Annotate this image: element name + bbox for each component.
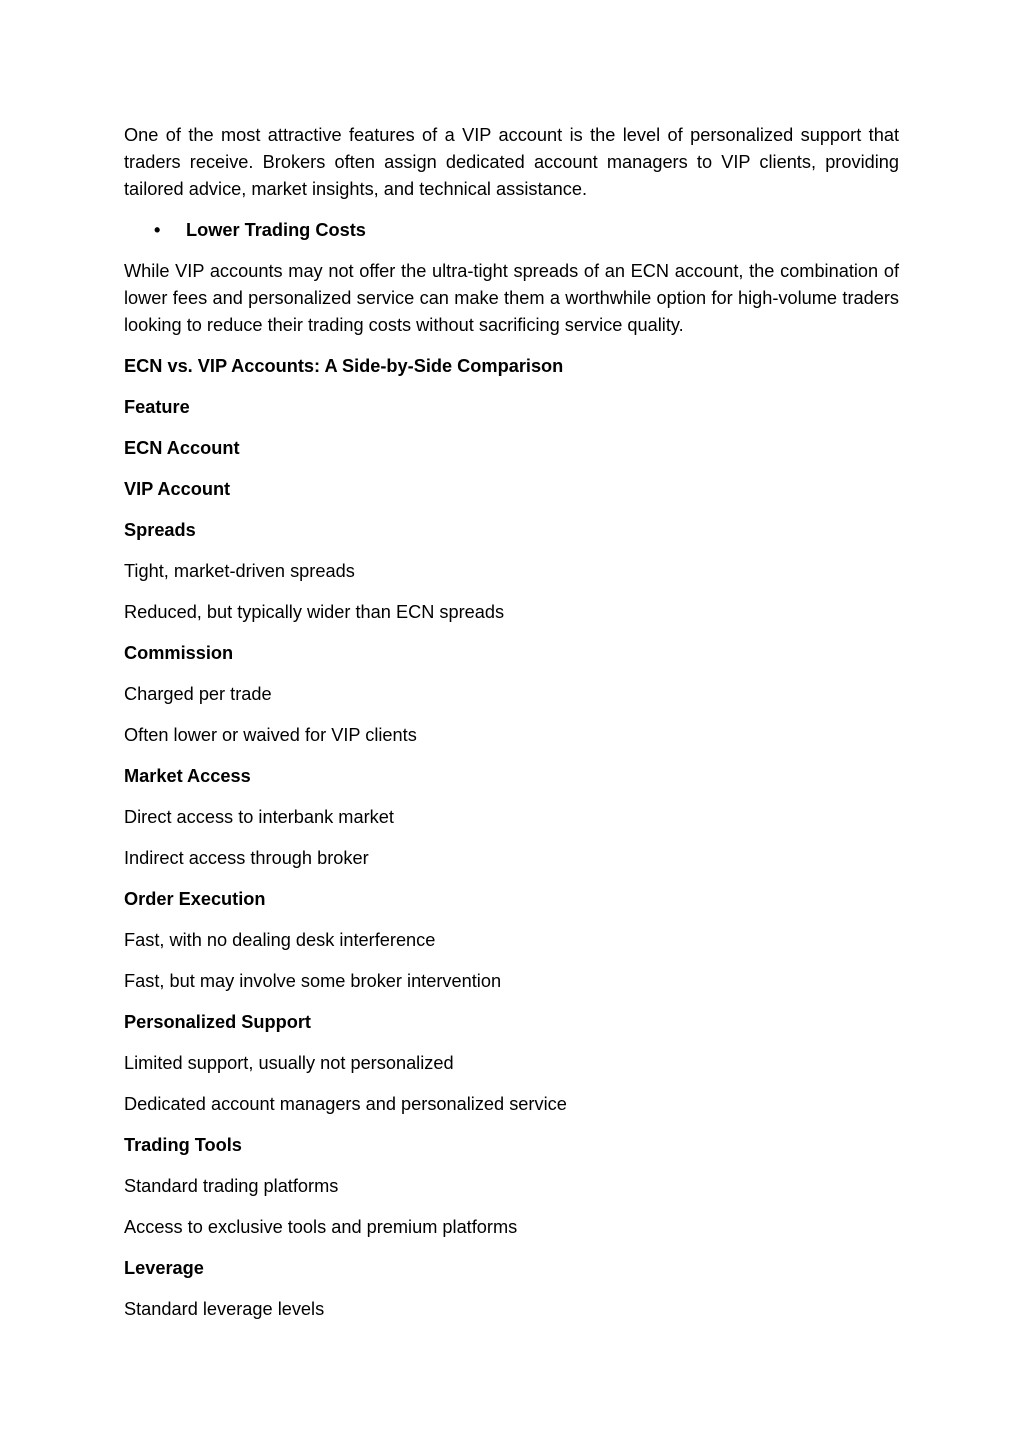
- row-ecn-value: Charged per trade: [124, 684, 272, 704]
- row-vip-value: Indirect access through broker: [124, 848, 369, 868]
- document-page: [124, 122, 899, 1337]
- row-ecn-value: Direct access to interbank market: [124, 807, 394, 827]
- table-header-vip: VIP Account: [124, 479, 231, 499]
- row-ecn-value: Limited support, usually not personalized: [124, 1053, 454, 1073]
- row-feature: Spreads: [124, 520, 196, 540]
- row-feature: Order Execution: [124, 889, 266, 909]
- row-vip-value: Access to exclusive tools and premium platforms: [124, 1217, 518, 1237]
- bullet-item: [124, 217, 899, 244]
- row-vip-value: Fast, but may involve some broker intervention: [124, 971, 502, 991]
- row-feature: Leverage: [124, 1258, 204, 1278]
- intro-paragraph: One of the most attractive features of a VIP account is the level of personalized support that traders receive. Brokers often assign dedicated account managers to VIP clients, providing tailored advice, market insights, and technical assistance.: [124, 125, 899, 199]
- row-ecn-value: Standard leverage levels: [124, 1299, 325, 1319]
- row-vip-value: Often lower or waived for VIP clients: [124, 725, 417, 745]
- table-header-ecn: ECN Account: [124, 438, 240, 458]
- costs-paragraph: While VIP accounts may not offer the ultra-tight spreads of an ECN account, the combination of lower fees and personalized service can make them a worthwhile option for high-volume traders looking to reduce their trading costs without sacrificing service quality.: [124, 261, 899, 335]
- row-vip-value: Reduced, but typically wider than ECN spreads: [124, 602, 505, 622]
- row-ecn-value: Fast, with no dealing desk interference: [124, 930, 436, 950]
- bullet-heading: Lower Trading Costs: [186, 220, 366, 240]
- row-ecn-value: Standard trading platforms: [124, 1176, 339, 1196]
- row-vip-value: Dedicated account managers and personalized service: [124, 1094, 567, 1114]
- bullet-icon: •: [154, 220, 161, 240]
- row-ecn-value: Tight, market-driven spreads: [124, 561, 355, 581]
- row-feature: Trading Tools: [124, 1135, 242, 1155]
- table-header-feature: Feature: [124, 397, 190, 417]
- row-feature: Personalized Support: [124, 1012, 311, 1032]
- comparison-title: ECN vs. VIP Accounts: A Side-by-Side Comparison: [124, 356, 564, 376]
- row-feature: Commission: [124, 643, 234, 663]
- row-feature: Market Access: [124, 766, 251, 786]
